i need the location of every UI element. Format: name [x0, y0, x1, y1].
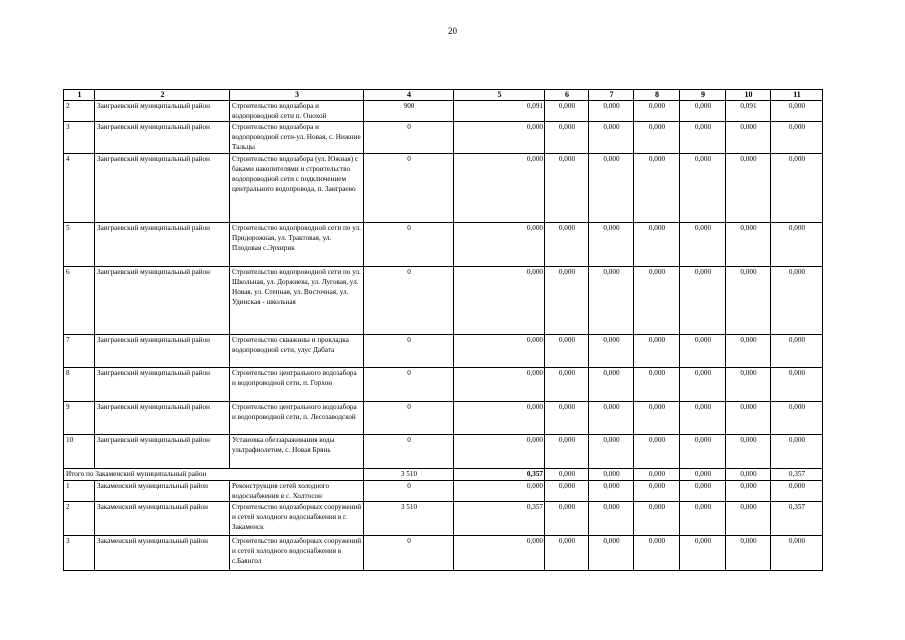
col8-cell: 0,000	[634, 101, 680, 122]
col8-cell: 0,000	[634, 368, 680, 402]
header-cell: 7	[589, 90, 634, 101]
col10-cell: 0,000	[726, 267, 771, 335]
col9-cell: 0,000	[680, 154, 726, 223]
page-number: 20	[448, 26, 457, 36]
district-cell: Закаменский муниципальный район	[95, 536, 230, 571]
district-cell: Заиграевский муниципальный район	[95, 154, 230, 223]
col6-cell: 0,000	[545, 368, 589, 402]
col10-cell: 0,000	[726, 368, 771, 402]
col11-cell: 0,000	[771, 267, 823, 335]
col5-cell: 0,000	[454, 223, 545, 267]
project-cell: Строительство водозаборных сооружений и сетей холодного водоснабжения в с.Баянгол	[230, 536, 364, 571]
col11-cell: 0,000	[771, 368, 823, 402]
col10-cell: 0,000	[726, 223, 771, 267]
col9-cell: 0,000	[680, 267, 726, 335]
col5-cell: 0,000	[454, 481, 545, 502]
table-row	[64, 536, 823, 571]
col11-cell: 0,357	[771, 502, 823, 536]
col11-cell: 0,000	[771, 536, 823, 571]
col4-cell: 0	[364, 368, 454, 402]
col8-cell: 0,000	[634, 469, 680, 481]
col4-cell: 0	[364, 335, 454, 368]
col7-cell: 0,000	[589, 101, 634, 122]
col4-cell: 0	[364, 481, 454, 502]
col5-cell: 0,357	[454, 469, 545, 481]
col6-cell: 0,000	[545, 267, 589, 335]
project-cell: Строительство центрального водозабора и водопроводной сети, п. Горхон	[230, 368, 364, 402]
col7-cell: 0,000	[589, 122, 634, 154]
header-cell: 8	[634, 90, 680, 101]
col11-cell: 0,000	[771, 402, 823, 435]
row-number-cell: 9	[64, 402, 95, 435]
district-cell: Заиграевский муниципальный район	[95, 267, 230, 335]
col4-cell: 0	[364, 154, 454, 223]
project-cell: Строительство водозабора (ул. Южная) с баками накопителями и строительство водопроводной сети с подключением центрального водопровода, п. Заиграево	[230, 154, 364, 223]
col7-cell: 0,000	[589, 536, 634, 571]
col10-cell: 0,000	[726, 335, 771, 368]
col10-cell: 0,000	[726, 402, 771, 435]
header-cell: 1	[64, 90, 95, 101]
col7-cell: 0,000	[589, 335, 634, 368]
col9-cell: 0,000	[680, 122, 726, 154]
col9-cell: 0,000	[680, 536, 726, 571]
district-cell: Закаменский муниципальный район	[95, 481, 230, 502]
col6-cell: 0,000	[545, 469, 589, 481]
row-number-cell: 6	[64, 267, 95, 335]
col11-cell: 0,000	[771, 154, 823, 223]
col4-cell: 3 510	[364, 469, 454, 481]
col9-cell: 0,000	[680, 402, 726, 435]
header-cell: 11	[771, 90, 823, 101]
col5-cell: 0,000	[454, 267, 545, 335]
col8-cell: 0,000	[634, 481, 680, 502]
table-row	[64, 402, 823, 435]
col10-cell: 0,000	[726, 154, 771, 223]
col6-cell: 0,000	[545, 402, 589, 435]
col8-cell: 0,000	[634, 122, 680, 154]
col9-cell: 0,000	[680, 368, 726, 402]
col4-cell: 0	[364, 402, 454, 435]
col8-cell: 0,000	[634, 335, 680, 368]
col5-cell: 0,000	[454, 154, 545, 223]
row-number-cell: 2	[64, 101, 95, 122]
col5-cell: 0,000	[454, 368, 545, 402]
header-cell: 9	[680, 90, 726, 101]
header-cell: 3	[230, 90, 364, 101]
col5-cell: 0,091	[454, 101, 545, 122]
col7-cell: 0,000	[589, 223, 634, 267]
col5-cell: 0,000	[454, 435, 545, 469]
col6-cell: 0,000	[545, 435, 589, 469]
district-cell: Заиграевский муниципальный район	[95, 101, 230, 122]
col9-cell: 0,000	[680, 335, 726, 368]
district-cell: Закаменский муниципальный район	[95, 502, 230, 536]
table-row	[64, 101, 823, 122]
col8-cell: 0,000	[634, 402, 680, 435]
row-number-cell: 4	[64, 154, 95, 223]
col9-cell: 0,000	[680, 469, 726, 481]
col11-cell: 0,000	[771, 481, 823, 502]
total-row	[64, 469, 823, 481]
header-cell: 10	[726, 90, 771, 101]
col6-cell: 0,000	[545, 122, 589, 154]
col7-cell: 0,000	[589, 368, 634, 402]
row-number-cell: 7	[64, 335, 95, 368]
col4-cell: 900	[364, 101, 454, 122]
row-number-cell: 5	[64, 223, 95, 267]
col6-cell: 0,000	[545, 536, 589, 571]
header-cell: 4	[364, 90, 454, 101]
header-row	[64, 90, 823, 101]
col7-cell: 0,000	[589, 267, 634, 335]
col10-cell: 0,091	[726, 101, 771, 122]
project-cell: Строительство водозабора и водопроводной сети п. Онохой	[230, 101, 364, 122]
col4-cell: 3 510	[364, 502, 454, 536]
table-row	[64, 368, 823, 402]
col5-cell: 0,000	[454, 335, 545, 368]
project-cell: Строительство водозабора и водопроводной сети-ул. Новая, с. Нижние Тальцы	[230, 122, 364, 154]
col10-cell: 0,000	[726, 435, 771, 469]
col6-cell: 0,000	[545, 502, 589, 536]
col7-cell: 0,000	[589, 154, 634, 223]
col6-cell: 0,000	[545, 335, 589, 368]
table-row	[64, 502, 823, 536]
col4-cell: 0	[364, 122, 454, 154]
data-table	[63, 89, 823, 571]
district-cell: Заиграевский муниципальный район	[95, 122, 230, 154]
col7-cell: 0,000	[589, 481, 634, 502]
col7-cell: 0,000	[589, 502, 634, 536]
table-row	[64, 154, 823, 223]
table-row	[64, 122, 823, 154]
col8-cell: 0,000	[634, 267, 680, 335]
table-row	[64, 223, 823, 267]
project-cell: Строительство водопроводной сети по ул. Придорожная, ул. Трактовая, ул. Плодовая с.Эрхирик	[230, 223, 364, 267]
col8-cell: 0,000	[634, 154, 680, 223]
project-cell: Строительство скважины и прокладка водопроводной сети, улус Дабата	[230, 335, 364, 368]
district-cell: Заиграевский муниципальный район	[95, 335, 230, 368]
project-cell: Установка обеззараживания воды ультрафиолетом, с. Новая Брянь	[230, 435, 364, 469]
col11-cell: 0,000	[771, 223, 823, 267]
row-number-cell: 10	[64, 435, 95, 469]
col9-cell: 0,000	[680, 435, 726, 469]
col11-cell: 0,000	[771, 122, 823, 154]
table-row	[64, 435, 823, 469]
row-number-cell: 3	[64, 536, 95, 571]
col7-cell: 0,000	[589, 435, 634, 469]
col10-cell: 0,000	[726, 536, 771, 571]
col8-cell: 0,000	[634, 435, 680, 469]
project-cell: Строительство центрального водозабора и водопроводной сети, п. Лесозаводской	[230, 402, 364, 435]
col8-cell: 0,000	[634, 223, 680, 267]
col5-cell: 0,000	[454, 402, 545, 435]
col10-cell: 0,000	[726, 469, 771, 481]
col4-cell: 0	[364, 223, 454, 267]
col11-cell: 0,357	[771, 469, 823, 481]
row-number-cell: 2	[64, 502, 95, 536]
col7-cell: 0,000	[589, 469, 634, 481]
col4-cell: 0	[364, 536, 454, 571]
col9-cell: 0,000	[680, 502, 726, 536]
col5-cell: 0,000	[454, 122, 545, 154]
col6-cell: 0,000	[545, 481, 589, 502]
col5-cell: 0,000	[454, 536, 545, 571]
table-row	[64, 481, 823, 502]
col11-cell: 0,000	[771, 101, 823, 122]
col6-cell: 0,000	[545, 154, 589, 223]
col11-cell: 0,000	[771, 435, 823, 469]
col7-cell: 0,000	[589, 402, 634, 435]
header-cell: 6	[545, 90, 589, 101]
col8-cell: 0,000	[634, 502, 680, 536]
header-cell: 5	[454, 90, 545, 101]
district-cell: Заиграевский муниципальный район	[95, 402, 230, 435]
district-cell: Заиграевский муниципальный район	[95, 223, 230, 267]
col5-cell: 0,357	[454, 502, 545, 536]
col8-cell: 0,000	[634, 536, 680, 571]
header-cell: 2	[95, 90, 230, 101]
row-number-cell: 8	[64, 368, 95, 402]
project-cell: Строительство водозаборных сооружений и сетей холодного водоснабжения в г. Закаменск	[230, 502, 364, 536]
col10-cell: 0,000	[726, 502, 771, 536]
district-cell: Заиграевский муниципальный район	[95, 435, 230, 469]
col9-cell: 0,000	[680, 101, 726, 122]
table-row	[64, 267, 823, 335]
project-cell: Строительство водопроводной сети по ул. Школьная, ул. Доржиева, ул. Луговая, ул. Новая, ул. Степная, ул. Восточная, ул. Удинская - школьная	[230, 267, 364, 335]
col4-cell: 0	[364, 267, 454, 335]
col4-cell: 0	[364, 435, 454, 469]
col9-cell: 0,000	[680, 223, 726, 267]
col10-cell: 0,000	[726, 481, 771, 502]
total-label: Итого по Закаменский муниципальный район	[64, 469, 364, 481]
table-row	[64, 335, 823, 368]
col11-cell: 0,000	[771, 335, 823, 368]
district-cell: Заиграевский муниципальный район	[95, 368, 230, 402]
row-number-cell: 1	[64, 481, 95, 502]
col6-cell: 0,000	[545, 101, 589, 122]
project-cell: Реконструкция сетей холодного водоснабжения в с. Холтосон	[230, 481, 364, 502]
row-number-cell: 3	[64, 122, 95, 154]
col9-cell: 0,000	[680, 481, 726, 502]
col10-cell: 0,000	[726, 122, 771, 154]
col6-cell: 0,000	[545, 223, 589, 267]
